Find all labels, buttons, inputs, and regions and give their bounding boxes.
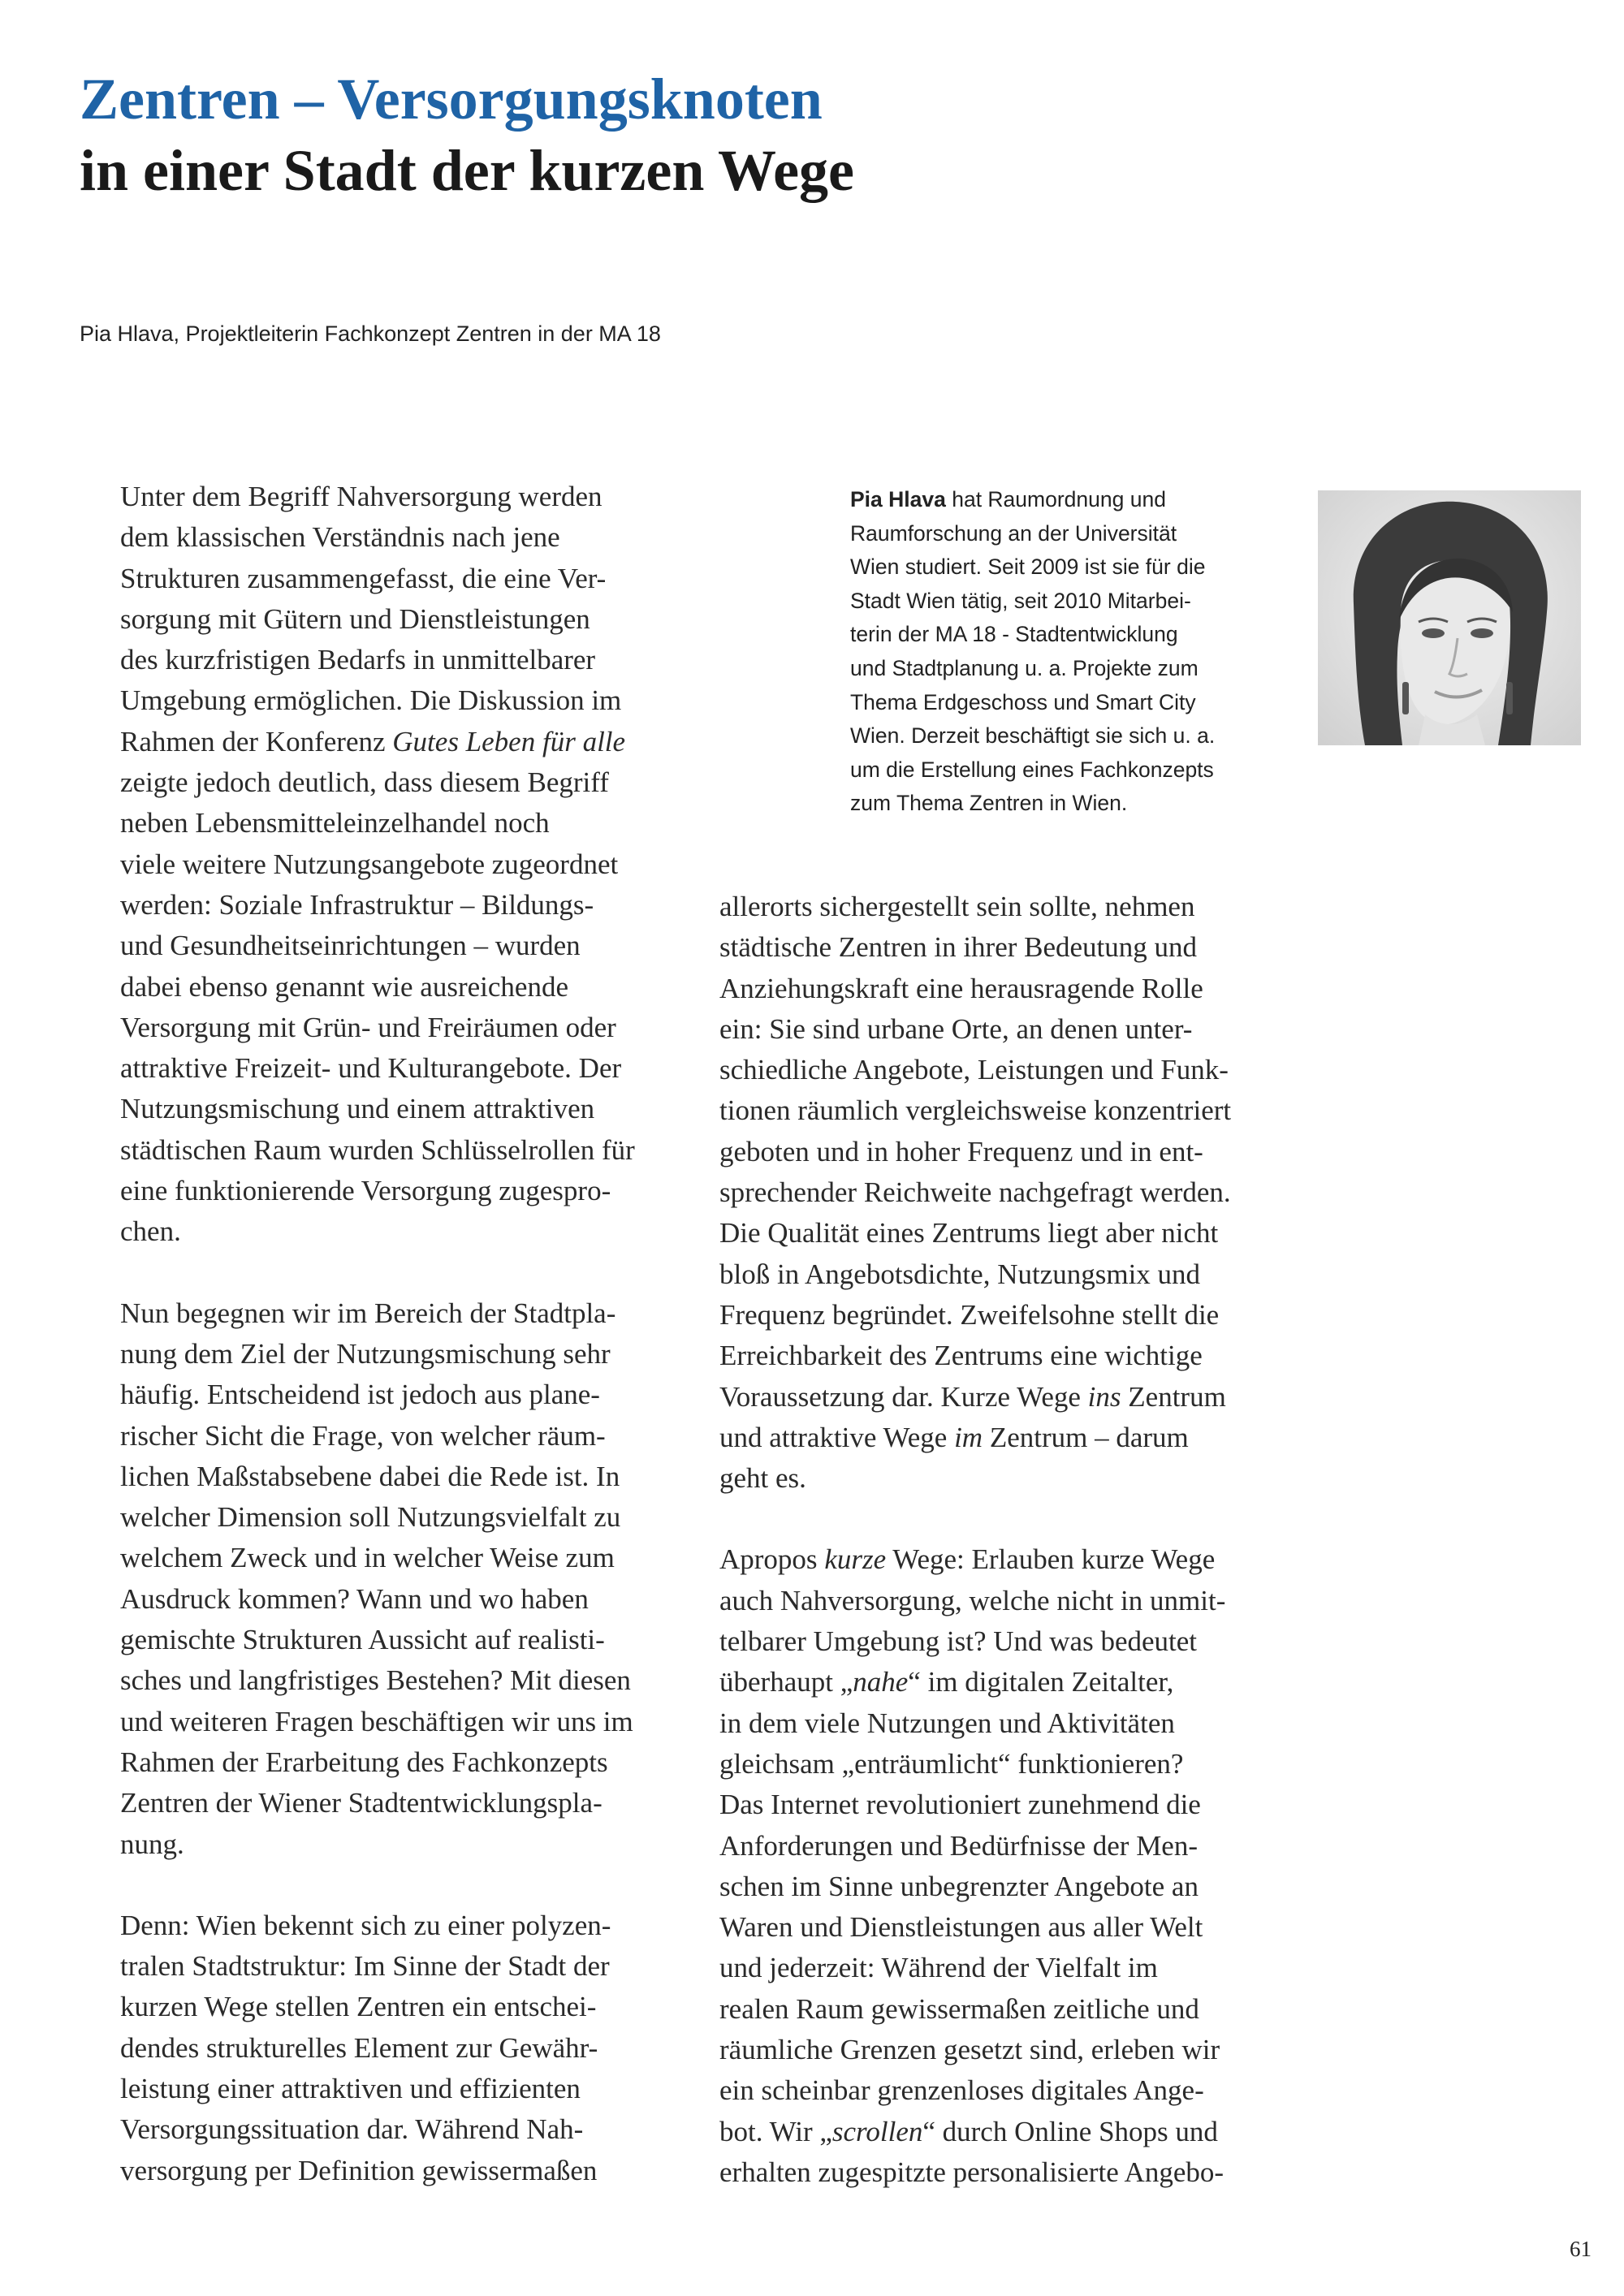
text-line: und jederzeit: Während der Vielfalt im	[719, 1952, 1158, 1984]
right-column	[719, 887, 1288, 2193]
text-line: dem klassischen Verständnis nach jene	[120, 521, 560, 554]
text-line: telbarer Umgebung ist? Und was bedeutet	[719, 1625, 1198, 1658]
text-line: welcher Dimension soll Nutzungsvielfalt zu	[120, 1501, 621, 1534]
text-line: tionen räumlich vergleichsweise konzentriert	[719, 1094, 1232, 1127]
text-line: Stadt Wien tätig, seit 2010 Mitarbei-	[850, 588, 1191, 613]
text-line: zeigte jedoch deutlich, dass diesem Begriff	[120, 766, 609, 799]
text-line: rischer Sicht die Frage, von welcher räum-	[120, 1419, 606, 1452]
text-line: Rahmen der Erarbeitung des Fachkonzepts	[120, 1746, 608, 1778]
text-line: häufig. Entscheidend ist jedoch aus plane-	[120, 1379, 600, 1411]
text-line: Waren und Dienstleistungen aus aller Welt	[719, 1911, 1203, 1944]
title-line-1: Zentren – Versorgungsknoten	[80, 67, 823, 132]
text-line: Thema Erdgeschoss und Smart City	[850, 689, 1196, 714]
conference-name: Gutes Leben für alle	[392, 725, 626, 757]
text-segment: “ im digitalen Zeitalter,	[908, 1666, 1174, 1698]
text-line	[719, 1377, 1288, 1418]
text-line: Strukturen zusammengefasst, die eine Ver-	[120, 562, 607, 594]
text-line: lichen Maßstabsebene dabei die Rede ist. In	[120, 1460, 620, 1492]
text-line: auch Nahversorgung, welche nicht in unmit-	[719, 1584, 1226, 1616]
text-segment: Zentrum – darum	[983, 1421, 1189, 1453]
paragraph	[719, 887, 1288, 1499]
text-line: Unter dem Begriff Nahversorgung werden	[120, 481, 603, 512]
text-line: Ausdruck kommen? Wann und wo haben	[120, 1582, 589, 1615]
text-line: werden: Soziale Infrastruktur – Bildungs-	[120, 888, 594, 921]
title-line-2: in einer Stadt der kurzen Wege	[80, 138, 854, 203]
text-line: Nutzungsmischung und einem attraktiven	[120, 1093, 595, 1125]
text-segment: hat Raumordnung und	[945, 487, 1166, 511]
text-line: bloß in Angebotsdichte, Nutzungsmix und	[719, 1258, 1201, 1290]
text-line: Versorgungssituation dar. Während Nah-	[120, 2113, 584, 2146]
emphasis: kurze	[824, 1543, 887, 1576]
text-line: räumliche Grenzen gesetzt sind, erleben wir	[719, 2034, 1220, 2066]
text-line: nung.	[120, 1828, 184, 1860]
text-line: Das Internet revolutioniert zunehmend die	[719, 1789, 1201, 1821]
paragraph	[120, 1293, 689, 1865]
text-line: Wien studiert. Seit 2009 ist sie für die	[850, 555, 1206, 580]
text-line	[719, 1418, 1288, 1458]
text-line: chen.	[120, 1215, 181, 1248]
text-segment: Apropos	[719, 1543, 825, 1576]
text-line: eine funktionierende Versorgung zugespro-	[120, 1175, 611, 1207]
text-line: sorgung mit Gütern und Dienstleistungen	[120, 602, 590, 635]
text-line: attraktive Freizeit- und Kulturangebote. Der	[120, 1052, 622, 1085]
text-line: versorgung per Definition gewissermaßen	[120, 2154, 598, 2186]
text-line: Anziehungskraft eine herausragende Rolle	[719, 972, 1203, 1004]
left-column	[120, 477, 689, 2191]
text-line: dabei ebenso genannt wie ausreichende	[120, 970, 568, 1003]
text-line: um die Erstellung eines Fachkonzepts	[850, 757, 1214, 782]
text-segment: Wege: Erlauben kurze Wege	[886, 1543, 1216, 1576]
author-portrait	[1318, 490, 1581, 745]
text-line: Denn: Wien bekennt sich zu einer polyzen-	[120, 1909, 611, 1941]
text-line: ein: Sie sind urbane Orte, an denen unter-	[719, 1012, 1193, 1045]
text-line: Umgebung ermöglichen. Die Diskussion im	[120, 684, 622, 717]
text-line: dendes strukturelles Element zur Gewähr-	[120, 2031, 598, 2064]
text-line: schiedliche Angebote, Leistungen und Funk-	[719, 1054, 1229, 1086]
text-line: viele weitere Nutzungsangebote zugeordnet	[120, 848, 619, 880]
text-line: Raumforschung an der Universität	[850, 520, 1177, 546]
text-segment: und attraktive Wege	[719, 1421, 955, 1453]
page-number: 61	[1570, 2237, 1592, 2261]
text-line: geboten und in hoher Frequenz und in ent-	[719, 1135, 1203, 1167]
text-line: gleichsam „enträumlicht“ funktionieren?	[719, 1747, 1184, 1780]
text-line: kurzen Wege stellen Zentren ein entschei-	[120, 1991, 597, 2023]
text-line: städtische Zentren in ihrer Bedeutung und	[719, 931, 1198, 964]
text-line	[719, 2112, 1288, 2152]
text-line: welchem Zweck und in welcher Weise zum	[120, 1542, 615, 1574]
bio-name: Pia Hlava	[850, 487, 946, 511]
text-line: ein scheinbar grenzenloses digitales Ange-	[719, 2074, 1204, 2107]
portrait-image	[1318, 490, 1581, 745]
text-line: allerorts sichergestellt sein sollte, nehmen	[719, 891, 1195, 922]
text-line: und Gesundheitseinrichtungen – wurden	[120, 930, 581, 962]
emphasis: nahe	[853, 1666, 909, 1698]
text-line: tralen Stadtstruktur: Im Sinne der Stadt der	[120, 1950, 610, 1983]
text-line: schen im Sinne unbegrenzter Angebote an	[719, 1870, 1199, 1902]
text-line: nung dem Ziel der Nutzungsmischung sehr	[120, 1337, 611, 1370]
text-line: sprechender Reichweite nachgefragt werden.	[719, 1176, 1231, 1209]
text-segment: Rahmen der Konferenz	[120, 725, 393, 757]
text-line: sches und langfristiges Bestehen? Mit diesen	[120, 1664, 631, 1697]
paragraph	[120, 1905, 689, 2191]
text-line: Frequenz begründet. Zweifelsohne stellt die	[719, 1298, 1220, 1331]
text-line: Nun begegnen wir im Bereich der Stadtpla-	[120, 1297, 616, 1329]
text-line	[719, 1539, 1288, 1580]
text-line: terin der MA 18 - Stadtentwicklung	[850, 622, 1178, 647]
text-line: Versorgung mit Grün- und Freiräumen oder	[120, 1011, 616, 1043]
text-segment: bot. Wir „	[719, 2115, 832, 2147]
emphasis: im	[954, 1421, 983, 1453]
text-segment: “ durch Online Shops und	[922, 2115, 1218, 2147]
text-line: gemischte Strukturen Aussicht auf realisti-	[120, 1624, 605, 1656]
text-line	[850, 483, 1289, 517]
text-line: Erreichbarkeit des Zentrums eine wichtige	[719, 1340, 1203, 1372]
text-line	[719, 1662, 1288, 1703]
text-line: Wien. Derzeit beschäftigt sie sich u. a.	[850, 723, 1216, 749]
text-line: und weiteren Fragen beschäftigen wir uns im	[120, 1705, 633, 1737]
text-segment: Zentrum	[1121, 1380, 1226, 1413]
text-line: in dem viele Nutzungen und Aktivitäten	[719, 1707, 1175, 1739]
text-line: Die Qualität eines Zentrums liegt aber nicht	[719, 1217, 1219, 1249]
text-line: leistung einer attraktiven und effizienten	[120, 2072, 581, 2104]
text-line: städtischen Raum wurden Schlüsselrollen für	[120, 1133, 635, 1166]
text-line: realen Raum gewissermaßen zeitliche und	[719, 1992, 1199, 2025]
text-segment: überhaupt „	[719, 1666, 853, 1698]
text-line: zum Thema Zentren in Wien.	[850, 791, 1128, 816]
text-line: und Stadtplanung u. a. Projekte zum	[850, 655, 1199, 680]
article-title	[80, 63, 1298, 206]
emphasis: scrollen	[831, 2115, 923, 2147]
paragraph	[719, 1539, 1288, 2193]
text-line: erhalten zugespitzte personalisierte Angebo-	[719, 2156, 1224, 2188]
text-line	[120, 722, 689, 762]
text-line: neben Lebensmitteleinzelhandel noch	[120, 807, 550, 839]
emphasis: ins	[1087, 1380, 1121, 1413]
text-line: Anforderungen und Bedürfnisse der Men-	[719, 1829, 1199, 1862]
author-line: Pia Hlava, Projektleiterin Fachkonzept Zentren in der MA 18	[80, 322, 661, 346]
author-bio	[850, 483, 1289, 821]
paragraph	[120, 477, 689, 1253]
text-segment: Voraussetzung dar. Kurze Wege	[719, 1380, 1088, 1413]
text-line: Zentren der Wiener Stadtentwicklungspla-	[120, 1787, 603, 1819]
text-line: geht es.	[719, 1462, 806, 1495]
text-line: des kurzfristigen Bedarfs in unmittelbarer	[120, 644, 596, 676]
